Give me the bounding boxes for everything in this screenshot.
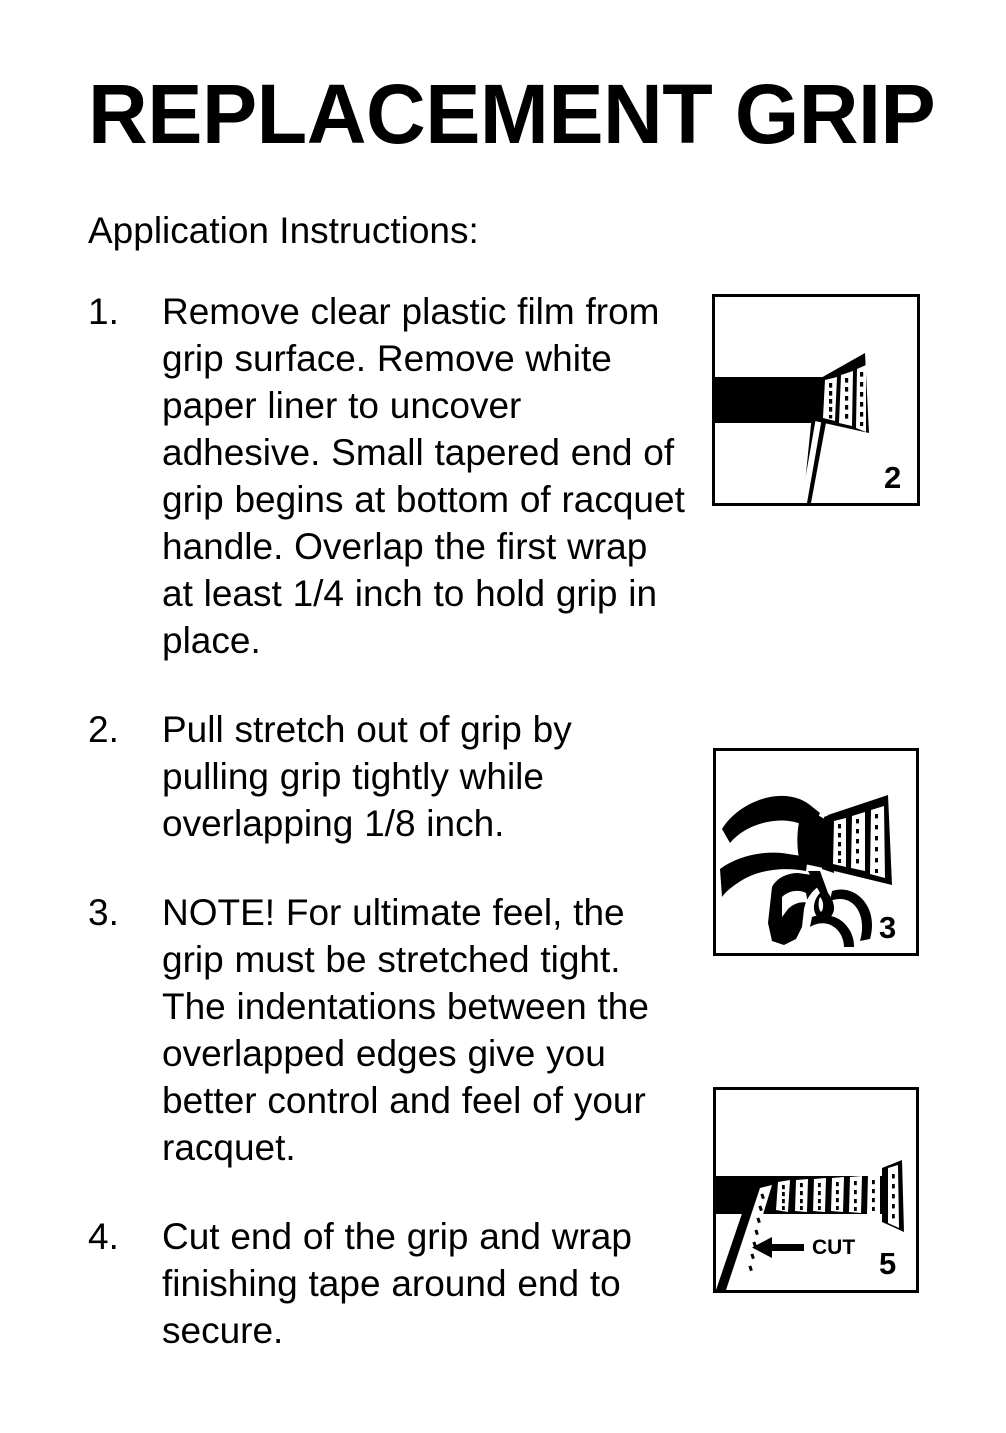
cut-label: CUT <box>812 1236 856 1259</box>
list-item <box>88 1213 688 1354</box>
figure-caption-number: 2 <box>884 460 902 495</box>
figure-caption-number: 5 <box>879 1246 897 1281</box>
list-item-text: Remove clear plastic film from grip surface. Remove white paper liner to uncover adhesive. Small tapered end of grip begins at bottom of racquet handle. Overlap the first wrap at least 1/4 inch to hold grip in place. <box>162 291 685 661</box>
application-instructions-heading: Application Instructions: <box>88 210 479 251</box>
list-item-text: NOTE! For ultimate feel, the grip must be stretched tight. The indentations between the overlapped edges give you better control and feel of your racquet. <box>162 892 649 1168</box>
cut-arrow-icon <box>752 1237 804 1258</box>
list-item-number: 2. <box>88 709 119 750</box>
page-title: REPLACEMENT GRIP <box>88 67 936 161</box>
list-item-number: 3. <box>88 892 119 933</box>
list-item <box>88 288 688 664</box>
figure-caption-number: 3 <box>879 910 897 945</box>
list-item <box>88 889 688 1171</box>
list-item-number: 1. <box>88 291 119 332</box>
list-item-text: Pull stretch out of grip by pulling grip tightly while overlapping 1/8 inch. <box>162 709 572 844</box>
list-item-text: Cut end of the grip and wrap finishing tape around end to secure. <box>162 1216 632 1351</box>
list-item <box>88 706 688 847</box>
list-item-number: 4. <box>88 1216 119 1257</box>
instruction-list <box>88 288 688 1354</box>
